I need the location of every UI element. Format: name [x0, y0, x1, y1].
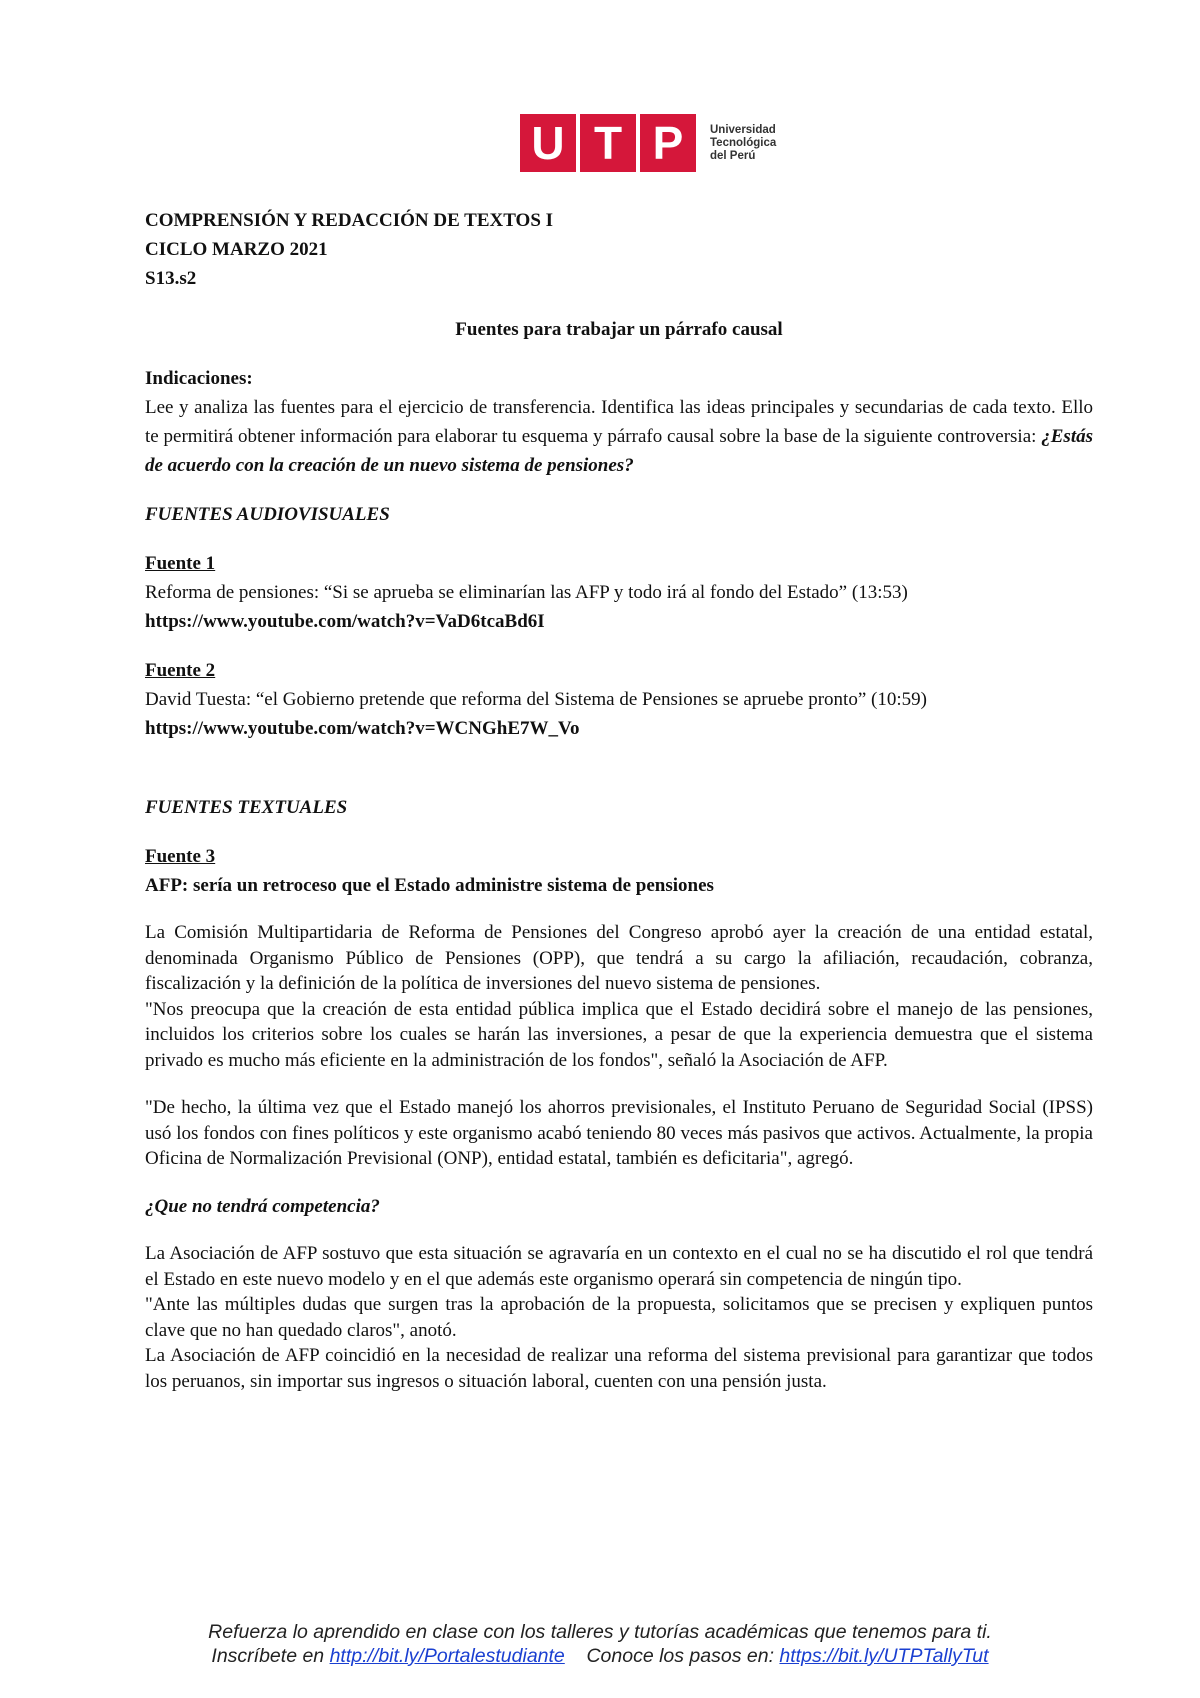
course-name: COMPRENSIÓN Y REDACCIÓN DE TEXTOS I	[145, 210, 554, 231]
source-1-link[interactable]: https://www.youtube.com/watch?v=VaD6tcaBd6I	[145, 611, 545, 632]
article-paragraph-3: "De hecho, la última vez que el Estado manejó los ahorros previsionales, el Instituto Peruano de Seguridad Social (IPSS) usó los fondos con fines políticos y este organismo acabó teniendo 80 veces más pasivos que activos. Actualmente, la propia Oficina de Normalización Previsional (ONP), entidad estatal, también es deficitaria", agregó.	[145, 1097, 1093, 1169]
audiovisual-heading: FUENTES AUDIOVISUALES	[145, 504, 390, 525]
logo-text-line-1: Universidad	[710, 123, 776, 136]
source-2-link[interactable]: https://www.youtube.com/watch?v=WCNGhE7W_Vo	[145, 718, 580, 739]
footer-middle: Conoce los pasos en:	[586, 1645, 774, 1667]
tutorial-link[interactable]: https://bit.ly/UTPTallyTut	[779, 1645, 989, 1667]
portal-link[interactable]: http://bit.ly/Portalestudiante	[329, 1645, 565, 1667]
source-3	[145, 842, 1093, 1394]
footer	[0, 1620, 1200, 1668]
source-2	[145, 656, 1093, 743]
logo-text-line-3: del Perú	[710, 149, 756, 162]
source-1	[145, 549, 1093, 636]
cycle-name: CICLO MARZO 2021	[145, 239, 328, 260]
textual-heading: FUENTES TEXTUALES	[145, 797, 348, 818]
logo-letter-t: T	[580, 114, 636, 172]
utp-logo	[520, 114, 776, 172]
article-paragraph-2: "Nos preocupa que la creación de esta entidad pública implica que el Estado decidirá sobre el manejo de las pensiones, incluidos los criterios sobre los cuales se harán las inversiones, a pesar de que la experiencia demuestra que el sistema privado es mucho más eficiente en la administración de los fondos", señaló la Asociación de AFP.	[145, 998, 1093, 1071]
logo-letter-u: U	[520, 114, 576, 172]
logo-letter-p: P	[640, 114, 696, 172]
source-3-label: Fuente 3	[145, 846, 216, 867]
footer-line-2	[0, 1644, 1200, 1668]
instructions-label: Indicaciones:	[145, 368, 253, 389]
source-2-description: David Tuesta: “el Gobierno pretende que reforma del Sistema de Pensiones se apruebe pronto” (10:59)	[145, 689, 927, 710]
logo-wordmark	[710, 124, 776, 163]
session-code: S13.s2	[145, 268, 197, 289]
source-1-description: Reforma de pensiones: “Si se aprueba se eliminarían las AFP y todo irá al fondo del Estado” (13:53)	[145, 582, 908, 603]
instructions-body: Lee y analiza las fuentes para el ejercicio de transferencia. Identifica las ideas principales y secundarias de cada texto. Ello te permitirá obtener información para elaborar tu esquema y párrafo causal sobre la base de la siguiente controversia:	[145, 397, 1093, 447]
article-paragraph-4: La Asociación de AFP sostuvo que esta situación se agravaría en un contexto en el cual no se ha discutido el rol que tendrá el Estado en este nuevo modelo y en el que además este organismo operará sin competencia de ningún tipo.	[145, 1243, 1093, 1290]
article-paragraph-1: La Comisión Multipartidaria de Reforma de Pensiones del Congreso aprobó ayer la creación de una entidad estatal, denominada Organismo Público de Pensiones (OPP), que tendrá a su cargo la afiliación, recaudación, cobranza, fiscalización y la definición de la política de inversiones del nuevo sistema de pensiones.	[145, 922, 1093, 994]
controversy-question: ¿Estás de acuerdo con la creación de un nuevo sistema de pensiones?	[145, 426, 1093, 476]
article-paragraph-5: "Ante las múltiples dudas que surgen tras la aprobación de la propuesta, solicitamos que se precisen y expliquen puntos clave que no han quedado claros", anotó.	[145, 1294, 1093, 1341]
document-body	[145, 206, 1093, 1394]
instructions-text	[145, 393, 1093, 480]
source-1-label: Fuente 1	[145, 553, 216, 574]
footer-prefix: Inscríbete en	[211, 1645, 325, 1667]
logo-text-line-2: Tecnológica	[710, 136, 777, 149]
source-2-label: Fuente 2	[145, 660, 216, 681]
source-3-headline: AFP: sería un retroceso que el Estado administre sistema de pensiones	[145, 875, 714, 896]
article-paragraph-6: La Asociación de AFP coincidió en la necesidad de realizar una reforma del sistema previsional para garantizar que todos los peruanos, sin importar sus ingresos o situación laboral, cuenten con una pensión justa.	[145, 1345, 1093, 1392]
page-title: Fuentes para trabajar un párrafo causal	[455, 319, 783, 340]
footer-line-1: Refuerza lo aprendido en clase con los talleres y tutorías académicas que tenemos para ti.	[208, 1621, 992, 1643]
article-subheading: ¿Que no tendrá competencia?	[145, 1195, 380, 1217]
